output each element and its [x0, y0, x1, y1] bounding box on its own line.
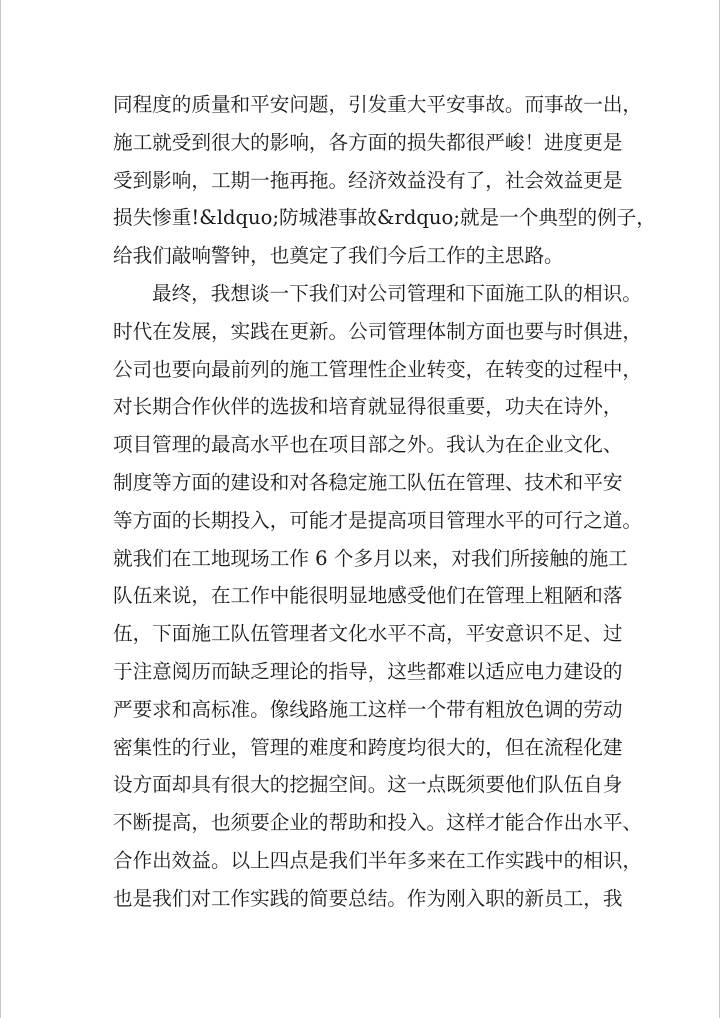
text-line: 施工就受到很大的影响，各方面的损失都很严峻！进度更是	[113, 130, 623, 154]
text-line: 同程度的质量和平安问题，引发重大平安事故。而事故一出，	[113, 93, 643, 116]
paragraph-1	[113, 86, 656, 275]
text-line: 受到影响，工期一拖再拖。经济效益没有了，社会效益更是	[113, 168, 623, 192]
text-line: 设方面却具有很大的挖掘空间。这一点既须要他们队伍自身	[113, 773, 623, 797]
text-line: 也是我们对工作实践的简要总结。作为刚入职的新员工，我	[113, 886, 623, 910]
text-line: 等方面的长期投入，可能才是提高项目管理水平的可行之道。	[113, 508, 643, 532]
text-line: 就我们在工地现场工作 6 个多月以来，对我们所接触的施工	[113, 546, 628, 570]
text-line: 最终，我想谈一下我们对公司管理和下面施工队的相识。	[152, 281, 642, 305]
text-line: 制度等方面的建设和对各稳定施工队伍在管理、技术和平安	[113, 470, 623, 494]
text-line: 对长期合作伙伴的选拔和培育就显得很重要，功夫在诗外，	[113, 395, 623, 419]
text-line: 不断提高，也须要企业的帮助和投入。这样才能合作出水平、	[113, 811, 643, 835]
text-line: 严要求和高标准。像线路施工这样一个带有粗放色调的劳动	[113, 697, 623, 721]
text-line: 队伍来说，在工作中能很明显地感受他们在管理上粗陋和落	[113, 584, 623, 608]
text-line: 给我们敲响警钟，也奠定了我们今后工作的主思路。	[113, 244, 564, 268]
paragraph-2	[113, 275, 643, 918]
text-line: 于注意阅历而缺乏理论的指导，这些都难以适应电力建设的	[113, 659, 623, 683]
text-line: 密集性的行业，管理的难度和跨度均很大的，但在流程化建	[113, 735, 623, 759]
text-line: 损失惨重!&ldquo;防城港事故&rdquo;就是一个典型的例子，	[113, 206, 656, 230]
text-line: 伍，下面施工队伍管理者文化水平不高，平安意识不足、过	[113, 622, 623, 646]
text-line: 合作出效益。以上四点是我们半年多来在工作实践中的相识，	[113, 848, 643, 872]
text-line: 时代在发展，实践在更新。公司管理体制方面也要与时俱进，	[113, 319, 643, 343]
body-text	[113, 86, 656, 918]
text-line: 公司也要向最前列的施工管理性企业转变，在转变的过程中，	[113, 357, 643, 381]
text-line: 项目管理的最高水平也在项目部之外。我认为在企业文化、	[113, 433, 623, 457]
